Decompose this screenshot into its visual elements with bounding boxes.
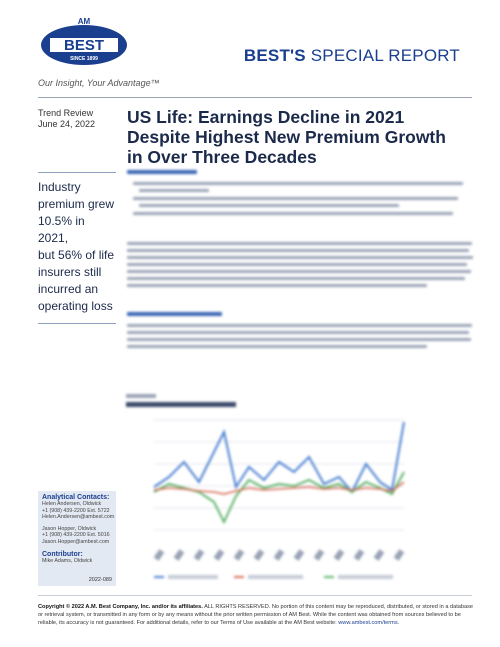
contact-name: Jason Hopper, Oldwick [42, 525, 97, 532]
logo-top-text: AM [77, 17, 91, 26]
blurred-line [127, 242, 472, 245]
blurred-heading [127, 312, 222, 316]
blurred-heading [127, 170, 197, 174]
pull-quote-line: Industry [38, 180, 81, 194]
tagline: Our Insight, Your Advantage™ [38, 78, 160, 88]
chart-title-bar [126, 402, 236, 407]
copyright-bold: Copyright © 2022 A.M. Best Company, Inc. and/or its affiliates. [38, 604, 203, 610]
blurred-line [127, 270, 471, 273]
title-line-1: US Life: Earnings Decline in 2021 [127, 107, 405, 127]
logo-word: BEST [63, 37, 105, 54]
chart-legend [154, 575, 393, 579]
contact-email[interactable]: Jason.Hopper@ambest.com [42, 538, 110, 545]
copyright-body: ALL RIGHTS RESERVED. No portion of this content may be reproduced, distributed, or stored in a database or retrieval system, or transmitted in any form or by any means without the prior written permission of AM Best. While the content was obtained from sources believed to be reliable, its accuracy is not guaranteed. For additional details, refer to our Terms of Use available at the AM Best website: [38, 604, 474, 626]
am-best-logo[interactable] [38, 14, 130, 72]
blurred-line [127, 256, 473, 259]
blurred-line [133, 197, 458, 200]
report-kicker: Trend Review [38, 108, 94, 118]
chart-x-tick-labels [154, 549, 405, 561]
analytical-contacts-box [38, 491, 116, 586]
blurred-body-text [127, 170, 477, 385]
chart-gridlines [154, 420, 404, 530]
blurred-line [127, 338, 471, 341]
title-line-2: Despite Highest New Premium Growth [127, 127, 446, 147]
contact-phone: +1 (908) 439-2200 Ext. 5722 [42, 507, 110, 514]
report-type-title [244, 46, 460, 66]
blurred-line [127, 324, 472, 327]
report-number: 2022-089 [88, 577, 112, 583]
blurred-line [127, 331, 469, 334]
footer-divider [38, 595, 472, 596]
contributor-heading: Contributor: [42, 550, 83, 558]
blurred-line [127, 284, 427, 287]
pull-quote-line: operating loss [38, 299, 113, 313]
contacts-heading: Analytical Contacts: [42, 494, 110, 501]
terms-link[interactable]: www.ambest.com/terms [338, 620, 398, 626]
blurred-line [133, 182, 463, 185]
report-type-light: SPECIAL REPORT [310, 46, 460, 65]
report-type-bold: BEST'S [243, 46, 306, 65]
copyright-end: . [397, 620, 400, 626]
pull-quote-line: insurers still [38, 265, 102, 279]
chart-heading-bar [126, 394, 156, 398]
blurred-line [127, 249, 469, 252]
blurred-line [127, 277, 465, 280]
title-line-3: in Over Three Decades [127, 147, 317, 167]
contact-name: Helen Andersen, Oldwick [42, 501, 102, 507]
blurred-line [139, 204, 399, 207]
contact-email[interactable]: Helen.Andersen@ambest.com [42, 514, 115, 521]
report-date: June 24, 2022 [38, 119, 96, 129]
blurred-line [127, 263, 467, 266]
blurred-line [127, 345, 427, 348]
pull-quote [38, 172, 116, 324]
pull-quote-line: but 56% of life [38, 248, 115, 262]
copyright-notice [38, 603, 478, 627]
page-title [127, 107, 472, 167]
header-divider [38, 97, 472, 98]
pull-quote-line: premium grew [38, 197, 115, 211]
contributor-name: Mike Adams, Oldwick [42, 557, 93, 564]
pull-quote-line: incurred an [38, 282, 99, 296]
chart-series-green [154, 472, 404, 522]
contact-phone: +1 (908) 439-2200 Ext. 5016 [42, 532, 110, 539]
blurred-line [133, 212, 453, 215]
logo-since: SINCE 1899 [70, 56, 98, 62]
blurred-premium-growth-chart [124, 392, 424, 590]
pull-quote-line: 10.5% in 2021, [38, 214, 85, 245]
blurred-line [139, 189, 209, 192]
